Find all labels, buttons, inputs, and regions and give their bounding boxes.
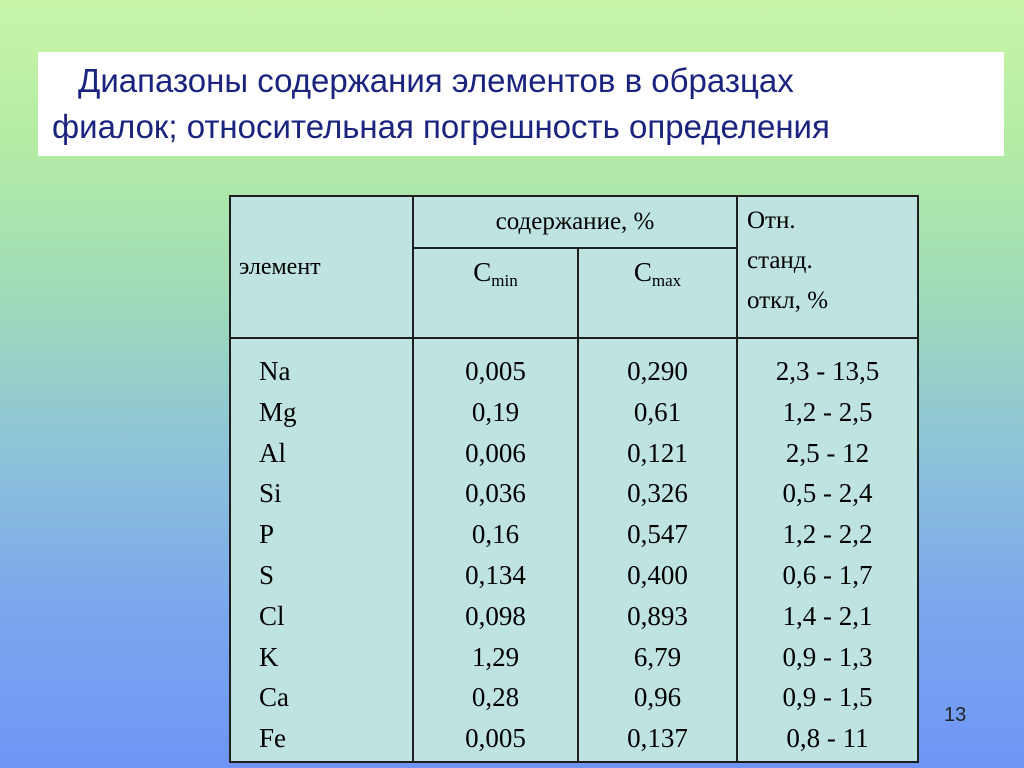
header-cmin-sub: min bbox=[491, 271, 518, 290]
cmin-cell: 0,006 bbox=[465, 437, 526, 468]
element-cell: Na bbox=[259, 356, 291, 386]
cmin-cell: 0,19 bbox=[471, 396, 520, 427]
rsd-cell: 1,4 - 2,1 bbox=[782, 600, 873, 631]
cmax-cell: 0,137 bbox=[627, 723, 688, 754]
header-content: содержание, % bbox=[413, 196, 737, 248]
cmax-cell: 6,79 bbox=[633, 641, 682, 672]
rsd-column bbox=[737, 338, 918, 762]
header-relative-deviation bbox=[737, 196, 918, 338]
cmin-cell: 0,16 bbox=[471, 519, 520, 550]
rsd-cell: 1,2 - 2,5 bbox=[782, 396, 873, 427]
header-cmin-letter: C bbox=[473, 257, 492, 287]
cmin-cell: 0,005 bbox=[465, 356, 526, 386]
rsd-cell: 0,9 - 1,3 bbox=[782, 641, 873, 672]
cmax-cell: 0,400 bbox=[627, 559, 688, 590]
header-element: элемент bbox=[230, 196, 413, 338]
data-table bbox=[229, 195, 919, 763]
element-cell: Fe bbox=[259, 723, 286, 754]
element-cell: P bbox=[259, 519, 275, 550]
header-rel-line: станд. bbox=[747, 247, 813, 274]
cmax-cell: 0,893 bbox=[627, 600, 688, 631]
cmin-cell: 0,28 bbox=[471, 682, 520, 713]
cmin-cell: 1,29 bbox=[471, 641, 520, 672]
cmin-cell: 0,036 bbox=[465, 478, 526, 509]
element-cell: Ca bbox=[259, 682, 289, 713]
header-rel-line: Отн. bbox=[747, 207, 796, 234]
cmin-cell: 0,005 bbox=[465, 723, 526, 754]
element-cell: S bbox=[259, 559, 275, 590]
header-cmax bbox=[578, 248, 737, 338]
cmax-cell: 0,121 bbox=[627, 437, 688, 468]
slide-title-line-1: Диапазоны содержания элементов в образцах bbox=[78, 62, 794, 99]
rsd-cell: 0,8 - 11 bbox=[786, 723, 869, 754]
cmax-cell: 0,96 bbox=[633, 682, 682, 713]
element-cell: Al bbox=[259, 437, 286, 468]
slide-title-line-2: фиалок; относительная погрешность определения bbox=[52, 108, 830, 145]
header-cmax-sub: max bbox=[651, 271, 682, 290]
rsd-cell: 0,6 - 1,7 bbox=[782, 559, 873, 590]
rsd-cell: 2,3 - 13,5 bbox=[775, 356, 880, 386]
cmax-cell: 0,61 bbox=[633, 396, 682, 427]
rsd-cell: 0,5 - 2,4 bbox=[782, 478, 873, 509]
element-cell: K bbox=[259, 641, 279, 672]
cmax-column bbox=[578, 338, 737, 762]
rsd-cell: 2,5 - 12 bbox=[785, 437, 870, 468]
header-cmax-letter: C bbox=[633, 257, 652, 287]
cmax-cell: 0,290 bbox=[627, 356, 688, 386]
element-column bbox=[230, 338, 413, 762]
header-cmin bbox=[413, 248, 578, 338]
element-cell: Cl bbox=[259, 600, 285, 631]
rsd-cell: 0,9 - 1,5 bbox=[782, 682, 873, 713]
cmin-cell: 0,134 bbox=[465, 559, 526, 590]
page-number: 13 bbox=[944, 704, 967, 726]
element-cell: Si bbox=[259, 478, 282, 509]
cmin-cell: 0,098 bbox=[465, 600, 526, 631]
cmax-cell: 0,547 bbox=[627, 519, 688, 550]
cmin-column bbox=[413, 338, 578, 762]
slide-title bbox=[38, 52, 1004, 156]
rsd-cell: 1,2 - 2,2 bbox=[782, 519, 873, 550]
cmax-cell: 0,326 bbox=[627, 478, 688, 509]
element-cell: Mg bbox=[259, 396, 297, 427]
header-rel-line: откл, % bbox=[747, 287, 829, 314]
